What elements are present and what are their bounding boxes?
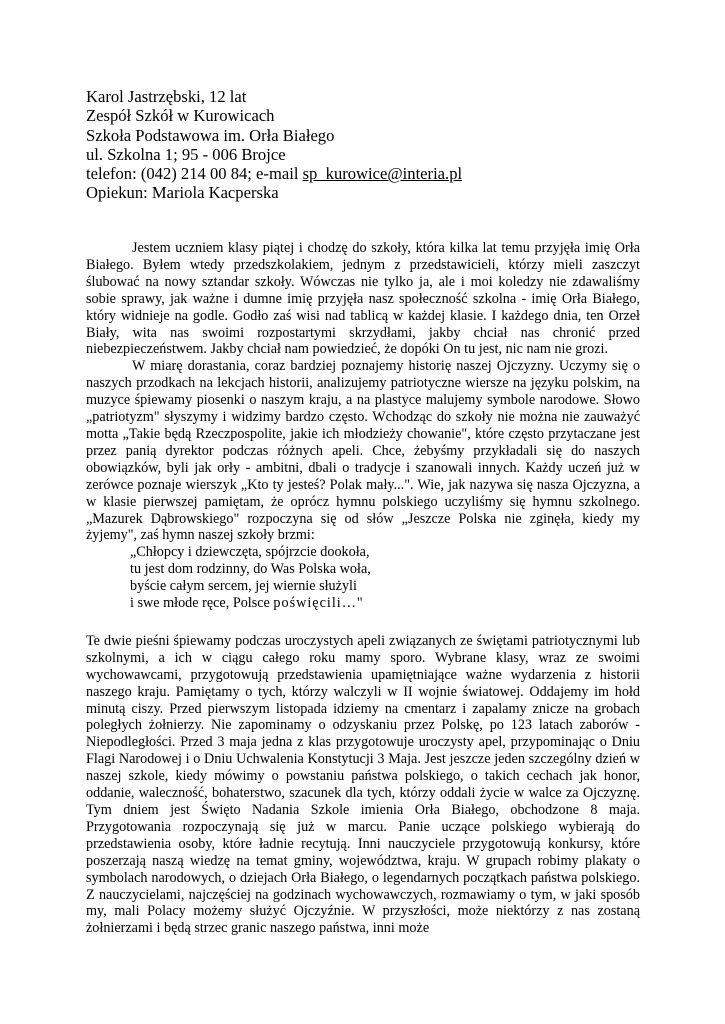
author-header — [86, 87, 646, 203]
phone-text: telefon: (042) 214 00 84; e-mail — [86, 164, 303, 184]
email-link[interactable]: sp_kurowice@interia.pl — [302, 164, 463, 184]
paragraph-gap — [86, 612, 640, 633]
school-address: ul. Szkolna 1; 95 - 006 Brojce — [86, 144, 286, 164]
essay-body — [86, 240, 640, 937]
school-name: Szkoła Podstawowa im. Orła Białego — [86, 125, 335, 145]
paragraph-1: Jestem uczniem klasy piątej i chodzę do szkoły, która kilka lat temu przyjęła imię Orła Białego. Byłem wtedy przedszkolakiem, jednym z przedstawicieli, którzy mieli zaszczyt ślubować na nowy sztandar szkoły. Wówczas nie tylko ja, ale i moi koledzy nie zdawaliśmy sobie sprawy, jak ważne i dumne imię przyjęła nasz społeczność szkolna - imię Orła Białego, który widnieje na godle. Godło zaś wisi nad tablicą w każdej klasie. I każdego dnia, ten Orzeł Biały, wita nas swoimi rozpostartymi skrzydłami, jakby chciał nas chronić przed niebezpieczeństwem. Jakby chciał nam powiedzieć, że dopóki On tu jest, nic nam nie grozi. — [86, 240, 640, 358]
poem-line-4 — [130, 595, 640, 612]
contact-line — [86, 164, 646, 183]
poem-line-4-start: i swe młode ręce, Polsce — [130, 595, 274, 612]
poem-line-1: „Chłopcy i dziewczęta, spójrzcie dookoła, — [130, 544, 370, 561]
paragraph-2: W miarę dorastania, coraz bardziej poznajemy historię naszej Ojczyzny. Uczymy się o naszych przodkach na lekcjach historii, analizujemy patriotyczne wiersze na języku polskim, na muzyce śpiewamy piosenki o naszym kraju, a na plastyce malujemy symbole narodowe. Słowo „patriotyzm" słyszymy i widzimy bardzo często. Wchodząc do szkoły nie można nie zauważyć motta „Takie będą Rzeczpospolite, jakie ich młodzieży chowanie", które często przytaczane jest przez panią dyrektor podczas różnych apeli. Chce, żebyśmy przykładali się do naszych obowiązków, byli jak orły - ambitni, dbali o tradycje i szanowali innych. Każdy uczeń już w zerówce poznaje wierszyk „Kto ty jesteś? Polak mały...". Wie, jak nazywa się nasza Ojczyzna, a w klasie pierwszej pamiętam, że oprócz hymnu polskiego uczyliśmy się hymnu szkolnego. „Mazurek Dąbrowskiego" rozpoczyna się od słów „Jeszcze Polska nie zginęła, kiedy my żyjemy", zaś hymn naszej szkoły brzmi: — [86, 358, 640, 544]
poem-line-4-end: poświęcili…" — [273, 595, 364, 612]
guardian-line: Opiekun: Mariola Kacperska — [86, 183, 279, 203]
poem-line-3: byście całym sercem, jej wiernie służyli — [130, 578, 357, 595]
paragraph-3: Te dwie pieśni śpiewamy podczas uroczystych apeli związanych ze świętami patriotycznymi lub szkolnymi, a ich w ciągu całego roku mamy sporo. Wybrane klasy, wraz ze swoimi wychowawcami, przygotowują przedstawienia upamiętniające ważne wydarzenia z historii naszego kraju. Pamiętamy o tych, którzy walczyli w II wojnie światowej. Oddajemy im hołd minutą ciszy. Przed pierwszym listopada idziemy na cmentarz i zapalamy znicze na grobach poległych żołnierzy. Nie zapominamy o odzyskaniu przez Polskę, po 123 latach zaborów -Niepodległości. Przed 3 maja jedna z klas przygotowuje uroczysty apel, przypominając o Dniu Flagi Narodowej i o Dniu Uchwalenia Konstytucji 3 Maja. Jest jeszcze jeden szczególny dzień w naszej szkole, kiedy mówimy o powstaniu państwa polskiego, o takich cechach jak honor, oddanie, waleczność, bohaterstwo, szacunek dla tych, którzy oddali życie w walce za Ojczyznę. Tym dniem jest Święto Nadania Szkole imienia Orła Białego, obchodzone 8 maja. Przygotowania rozpoczynają się już w marcu. Panie uczące polskiego wybierają do przedstawienia osoby, które ładnie recytują. Inni nauczyciele przygotowują konkursy, które poszerzają naszą wiedzę na temat gminy, województwa, kraju. W grupach robimy plakaty o symbolach narodowych, o dziejach Orła Białego, o legendarnych początkach państwa polskiego. Z nauczycielami, najczęściej na godzinach wychowawczych, rozmawiamy o tym, w jaki sposób my, mali Polacy możemy służyć Ojczyźnie. W przyszłości, może niektórzy z nas zostaną żołnierzami i będą strzec granic naszego państwa, inni może — [86, 632, 640, 937]
poem-line-2: tu jest dom rodzinny, do Was Polska woła, — [130, 561, 371, 578]
school-complex: Zespół Szkół w Kurowicach — [86, 106, 275, 126]
author-name: Karol Jastrzębski, 12 lat — [86, 87, 247, 106]
school-anthem-quote — [130, 544, 640, 612]
